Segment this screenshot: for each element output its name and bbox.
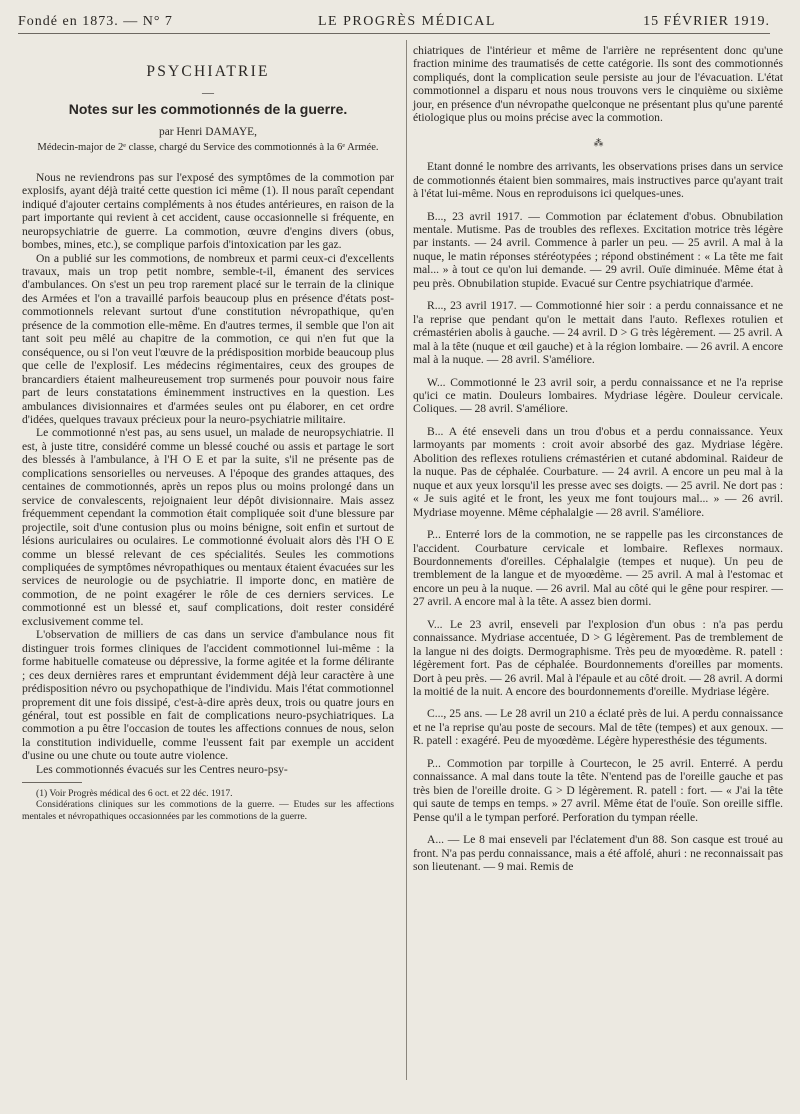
header-founded-issue: Fondé en 1873. — N° 7 (18, 14, 173, 29)
body-paragraph: Etant donné le nombre des arrivants, les observations prises dans un service de commotionnés étaient bien sommaires, mais instructives parce qu'ayant trait à l'état lui-même. Nous en reproduisons ici quelques-unes. (413, 160, 783, 201)
case-observation: R..., 23 avril 1917. — Commotionné hier soir : a perdu connaissance et ne l'a reprise que pendant qu'on le mettait dans l'auto. Reflexes rotulien et crémastérien abolis à gauche. — 24 avril. D > G très légèrement. — 25 avril. A mal à la tête (nuque et œil gauche) et à la région lombaire. — 26 avril. A encore mal à la nuque. — 28 avril. S'améliore. (413, 299, 783, 367)
header-journal-title: LE PROGRÈS MÉDICAL (318, 14, 496, 29)
right-column (413, 44, 783, 873)
footnote: Considérations cliniques sur les commotions de la guerre. — Etudes sur les affections mentales et névropathiques occasionnées par les commotions de la guerre. (22, 799, 394, 822)
footnote: (1) Voir Progrès médical des 6 oct. et 22 déc. 1917. (36, 788, 233, 800)
section-title: PSYCHIATRIE (146, 63, 270, 80)
footnote-rule (22, 782, 82, 783)
article-byline: par Henri DAMAYE, (159, 125, 257, 138)
case-observation: W... Commotionné le 23 avril soir, a perdu connaissance et ne l'a reprise qu'ici ce matin. Douleurs lombaires. Mydriase légère. Douleur cervicale. Coliques. — 28 avril. S'améliore. (413, 375, 783, 416)
article-title: Notes sur les commotionnés de la guerre. (68, 101, 348, 118)
case-observation: B..., 23 avril 1917. — Commotion par éclatement d'obus. Obnubilation mentale. Mutisme. Pas de troubles des reflexes. Excitation motrice très légère par instants. — 24 avril. Commence à parler un peu. — 25 avril. A mal à la nuque, le matin réponses stéréotypées ; répond obstinément : « La tête me fait mal... » à tout ce qu'on lui demande. — 29 avril. Ouïe diminuée. Même état à peu près. Obnubilation stupide. Evacué sur Centre psychiatrique d'armée. (413, 209, 783, 290)
left-column (22, 44, 394, 822)
author-affiliation: Médecin-major de 2ᵉ classe, chargé du Service des commotionnés à la 6ᵉ Armée. (37, 142, 379, 154)
case-observation: B... A été enseveli dans un trou d'obus et a perdu connaissance. Yeux larmoyants par moments : croit avoir absorbé des gaz. Mydriase légère. Abolition des reflexes rotuliens crémastérien et cutané abdominal. Raideur de la nuque. Pas de céphalée. Courbature. — 24 avril. A encore un peu mal à la nuque et aux yeux lorsqu'il les presse avec ses doigts. — 25 avril. Ne dort pas : « Je suis agité et le front, les yeux me font toujours mal... » — 26 avril. Mydriase moyenne. Même céphalalgie — 28 avril. S'améliore. (413, 424, 783, 519)
case-observation: V... Le 23 avril, enseveli par l'explosion d'un obus : n'a pas perdu connaissance. Mydriase accentuée, D > G légèrement. Pas de tremblement de la langue ni des doigts. Dermographisme. Très peu de myoœdème. R. patell : légèrement fort. Pas de céphalée. Bourdonnements d'oreilles par moments. Dort à peu près. — 26 avril. Mal à l'épaule et au côté droit. — 28 avril. A dormi la moitié de la nuit. A encore des bourdonnements d'oreille. Mydriase légère. (413, 617, 783, 699)
page-header (18, 14, 770, 32)
continued-paragraph: chiatriques de l'intérieur et même de l'arrière ne représentent donc qu'une fraction minime des traumatisés de cette catégorie. Ils sont des commotionnés compliqués, dont la complication seule persiste au jour de l'évacuation. L'état commotionnel a disparu et nous nous trouvons vers le cinquième ou sixième jour, en présence d'un névropathe quelconque ne présentant plus qu'une parenté étiologique plus ou moins précise avec la commotion. (413, 44, 783, 125)
header-date: 15 FÉVRIER 1919. (643, 14, 770, 29)
case-observation: A... — Le 8 mai enseveli par l'éclatement d'un 88. Son casque est troué au front. N'a pas perdu connaissance, mais a été affolé, ahuri : ne reconnaissait pas son lieutenant. — 9 mai. Remis de (413, 833, 783, 874)
section-dash: — (202, 85, 214, 100)
body-paragraph: Les commotionnés évacués sur les Centres neuro-psy- (36, 762, 288, 776)
case-observation: P... Commotion par torpille à Courtecon, le 25 avril. Enterré. A perdu connaissance. A mal dans toute la tête. N'entend pas de l'oreille gauche et pas très bien de l'oreille droite. G > D légèrement. R. patell : fort. — « J'ai la tête qui saute de temps en temps. » 27 avril. Même état de l'ouïe. Son oreille siffle. Pense qu'il a le tympan perforé. Perforation du tympan réelle. (413, 756, 783, 824)
asterism-divider: ⁂ (593, 137, 603, 149)
case-observation: P... Enterré lors de la commotion, ne se rappelle pas les circonstances de l'accident. Courbature cervicale et lombaire. Reflexes normaux. Bourdonnements d'oreilles. Céphalalgie (tempes et nuque). Un peu de tremblement de la langue et de myoœdème. — 25 avril. A mal à l'estomac et encore un peu à la nuque. — 26 avril. Mal au côté qui le gêne pour respirer. — 27 avril. A encore mal à la tête. A assez bien dormi. (413, 528, 783, 609)
column-divider (406, 40, 407, 1080)
header-rule (18, 33, 770, 34)
body-paragraph: On a publié sur les commotions, de nombreux et parmi ceux-ci d'excellents travaux, mais un trop petit nombre, semble-t-il, émanent des services d'ambulances. On s'est un peu trop rarement placé sur le terrain de la clinique des Armées et l'on a travaillé parfois beaucoup plus en présence d'états post-commotionnels relevant surtout d'une constitution névropathique, qu'en présence de la commotion elle-même. En d'autres termes, il semble que l'on ait tant soit peu mêlé au chapitre de la commotion, ce qui n'en fut que la conséquence, ou si l'on veut l'œuvre de la prédisposition morbide beaucoup plus que celle de l'explosif. Les médecins régimentaires, ceux des groupes de brancardiers étaient malheureusement trop surmenés pour pouvoir nous faire part de leurs constatations éminemment instructives en la question. Les ambulances divisionnaires et d'armées seules ont pu élaborer, en cet ordre d'idées, quelques travaux précieux pour la neuro-psychiatrie militaire. (22, 251, 394, 427)
case-observation: C..., 25 ans. — Le 28 avril un 210 a éclaté près de lui. A perdu connaissance et ne l'a reprise qu'au poste de secours. Mal de tête (tempes) et aux genoux. — R. patell : exagéré. Peu de myoœdème. Légère hyperesthésie des téguments. (413, 707, 783, 748)
body-paragraph: Le commotionné n'est pas, au sens usuel, un malade de neuropsychiatrie. Il est, à juste titre, considéré comme un blessé couché ou assis et partage le sort des blessés à l'ambulance, à l'H O E et par la suite, s'il ne présente pas de complications sensorielles ou nerveuses. A l'époque des grandes attaques, des centaines de commotionnés, après un repos plus ou moins prolongé dans un service de convalescents, rejoignaient leur dépôt divisionnaire. Mais assez fréquemment cependant la commotion était compliquée soit d'une blessure par projectile, soit d'une contusion plus ou moins bénigne, soit enfin et surtout de lésions auriculaires ou oculaires. Le commotionné évoluait alors dès l'H O E comme un blessé relevant de ces spécialités. Seules les commotions compliquées de symptômes névropathiques ou mentaux étaient évacuées sur les services de neurologie ou de psychiatrie. Il importe donc, en matière de commotion, de ne point exagérer le rôle de ces derniers services. Le commotionné est un blessé et, sauf complications, doit rester considéré exclusivement comme tel. (22, 426, 394, 628)
body-paragraph: Nous ne reviendrons pas sur l'exposé des symptômes de la commotion par explosifs, ayant déjà traité cette question ici même (1). Il nous paraît cependant indiqué d'ajouter certains compléments à nos études antérieures, en raison de la part importante qui revient à cet accident, cause occasionnelle si fréquente, en neuropsychiatrie de guerre. La commotion, œuvre d'engins divers (obus, bombes, mines, etc.), se complique parfois d'intoxication par les gaz. (22, 170, 394, 252)
body-paragraph: L'observation de milliers de cas dans un service d'ambulance nous fit distinguer trois formes cliniques de l'accident commotionnel lui-même : la forme habituelle comateuse ou dépressive, la forme agitée et la forme délirante ; ces deux dernières rares et empruntant évidemment déjà leur caractère à une prédisposition névro ou psychopathique de l'individu. Mais l'état commotionnel proprement dit une fois dissipé, c'est-à-dire après deux, trois ou quatre jours en général, tout est possible en fait de complications neuro-psychiatriques. La commotion a pu être l'occasion de toutes les affections connues de nous, selon la constitution individuelle, comme l'eussent fait par exemple un accident d'usine ou une chute ou toute autre violence. (22, 628, 394, 763)
